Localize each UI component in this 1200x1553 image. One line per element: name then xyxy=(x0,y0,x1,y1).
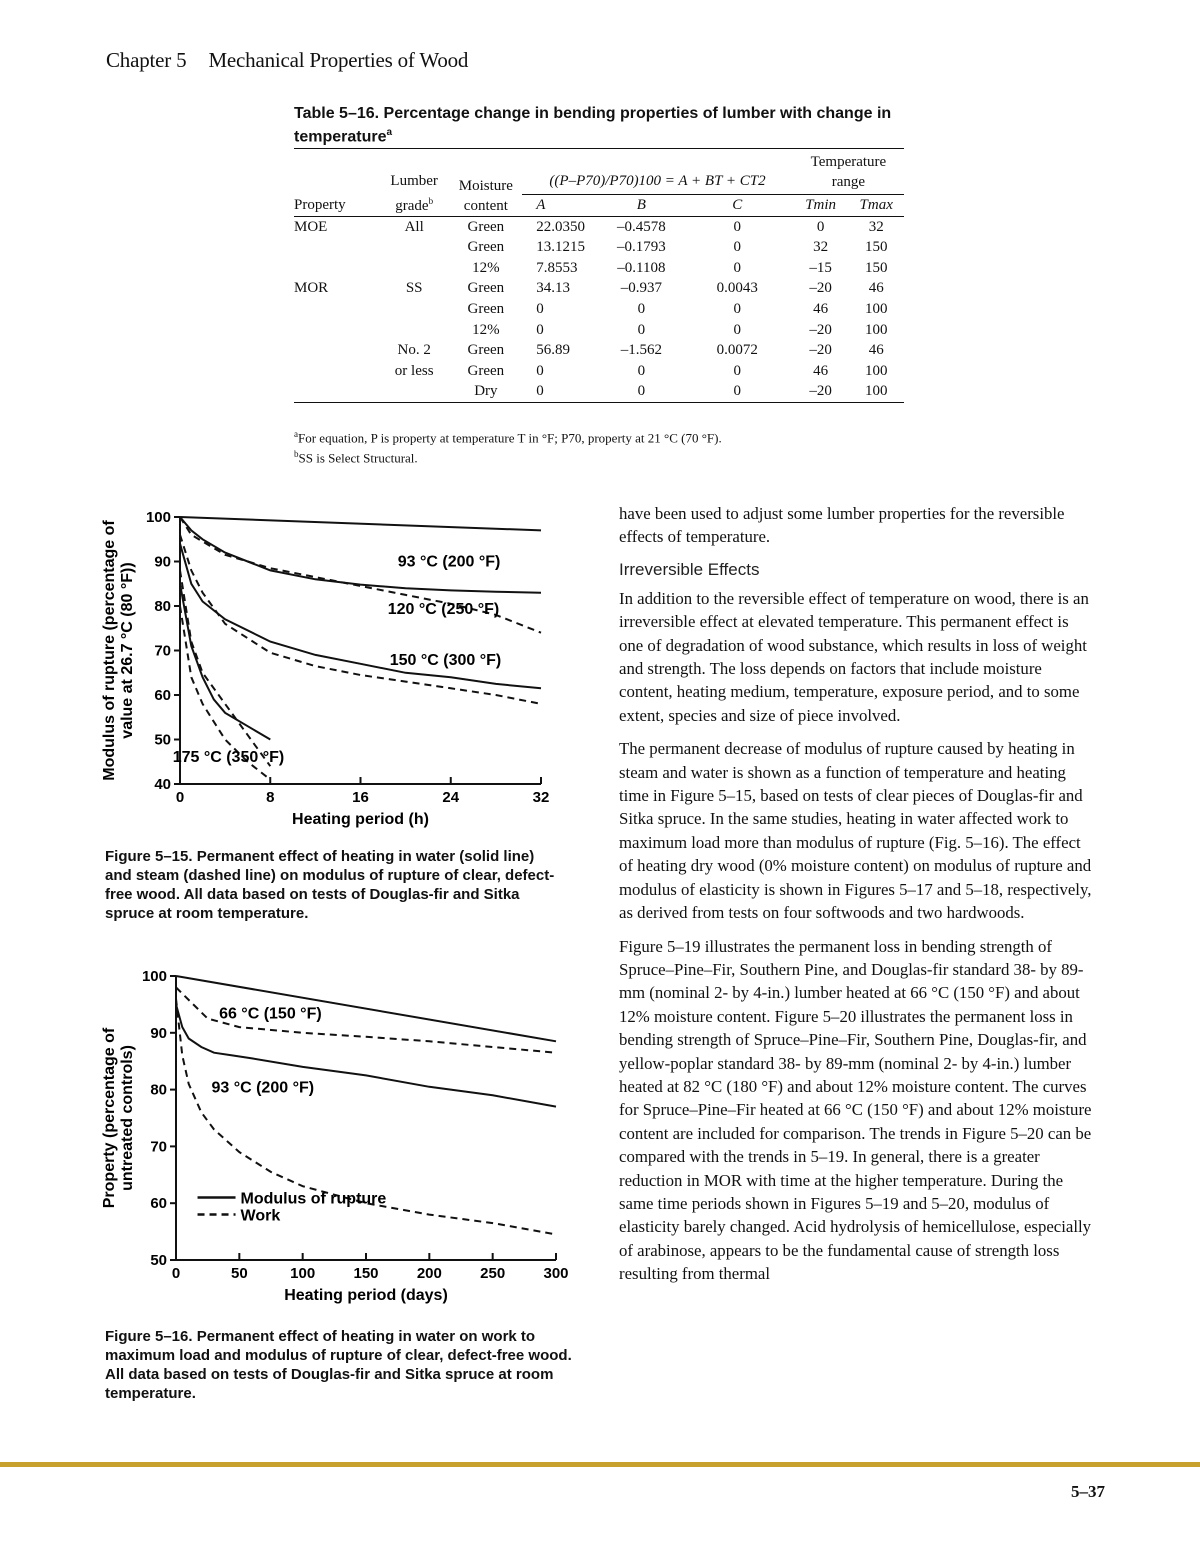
table-cell: –15 xyxy=(809,259,832,276)
table-cell: –0.937 xyxy=(620,280,662,297)
curve-label-150: 150 °C (300 °F) xyxy=(389,651,502,669)
table-row xyxy=(294,258,904,279)
table-row xyxy=(294,216,904,237)
figure-5-16-caption: Figure 5–16. Permanent effect of heating in water on work to maximum load and modulus of rupture of clear, defect-free wood. All data based on tests of Douglas-fir and Sitka spruce at room temperature. xyxy=(105,1328,572,1402)
table-cell: 0 xyxy=(637,300,646,317)
series-line xyxy=(180,570,270,766)
y-tick-label: 40 xyxy=(154,776,171,793)
table-cell: 0 xyxy=(733,259,742,276)
y-axis-label: Modulus of rupture (percentage of xyxy=(101,520,118,781)
table-cell xyxy=(294,237,379,258)
table-cell xyxy=(294,340,379,361)
figure-5-15-chart xyxy=(100,505,570,835)
table-row xyxy=(294,340,904,361)
y-tick-label: 70 xyxy=(154,642,171,660)
section-heading: Irreversible Effects xyxy=(619,559,760,579)
x-tick-label: 24 xyxy=(442,789,460,806)
table-cell: 0 xyxy=(733,321,742,338)
table-cell: 150 xyxy=(864,259,888,276)
table-cell: or less xyxy=(394,362,434,379)
x-tick-label: 50 xyxy=(230,1265,248,1282)
table-cell: –20 xyxy=(809,383,832,400)
table-cell: 32 xyxy=(813,239,829,256)
table-cell: 0 xyxy=(816,218,825,235)
data-table xyxy=(294,148,904,403)
col-temp-range: Temperature range xyxy=(810,154,887,190)
table-cell: 56.89 xyxy=(536,342,570,359)
table-cell xyxy=(294,258,379,279)
curve-label-93: 93 °C (200 °F) xyxy=(397,553,501,571)
table-cell xyxy=(379,320,450,341)
table-cell: 12% xyxy=(472,321,500,338)
table-row xyxy=(294,320,904,341)
y-tick-label: 90 xyxy=(154,553,171,571)
x-tick-label: 250 xyxy=(480,1265,506,1282)
table-cell: 150 xyxy=(864,239,888,256)
paragraph-0: have been used to adjust some lumber properties for the reversible effects of temperature. xyxy=(619,504,1065,547)
table-cell: 0 xyxy=(733,383,742,400)
figure-5-16 xyxy=(100,962,580,1317)
page-number: 5–37 xyxy=(1071,1482,1105,1501)
paragraph-2: The permanent decrease of modulus of rupture caused by heating in steam and water is shown as a function of temperature and heating time in Figure 5–15, based on tests of clear pieces of Douglas-fir and Sitka spruce. In the same studies, heating in water affected work to maximum load more than modulus of rupture (Fig. 5–16). The effect of heating dry wood (0% moisture content) on modulus of rupture and modulus of elasticity is shown in Figures 5–17 and 5–18, respectively, as derived from tests on four softwoods and two hardwoods. xyxy=(619,739,1092,923)
table-cell: 0.0072 xyxy=(716,342,758,359)
curve-label-66: 66 °C (150 °F) xyxy=(219,1005,322,1023)
x-tick-label: 100 xyxy=(290,1265,316,1282)
y-tick-label: 100 xyxy=(145,509,171,526)
table-cell: –0.4578 xyxy=(617,218,666,235)
y-tick-label: 70 xyxy=(150,1138,167,1156)
table-cell: 46 xyxy=(813,362,829,379)
x-tick-label: 200 xyxy=(416,1265,442,1282)
table-cell: 12% xyxy=(472,259,500,276)
table-cell xyxy=(379,258,450,279)
col-c: C xyxy=(682,195,793,217)
x-tick-label: 0 xyxy=(171,1265,181,1282)
table-row xyxy=(294,361,904,382)
table-notes xyxy=(294,426,722,467)
table-cell: SS xyxy=(405,280,423,297)
table-cell: 0 xyxy=(536,383,544,400)
y-tick-label: 60 xyxy=(150,1195,167,1213)
col-grade: Lumber grade$^b$ xyxy=(390,172,438,214)
x-tick-label: 32 xyxy=(532,789,550,806)
table-cell: Green xyxy=(467,300,505,317)
y-tick-label: 50 xyxy=(154,731,171,749)
table-cell: 100 xyxy=(864,321,888,338)
table-cell: 46 xyxy=(868,280,884,297)
table-cell: 0 xyxy=(733,300,742,317)
figure-5-15 xyxy=(100,505,570,840)
y-tick-label: 90 xyxy=(150,1024,167,1042)
table-cell: 0 xyxy=(536,362,544,379)
col-b: B xyxy=(601,195,682,217)
table-cell: 100 xyxy=(864,383,888,400)
table-cell: MOR xyxy=(294,280,329,297)
table-cell: Green xyxy=(467,362,505,379)
curve-label-93: 93 °C (200 °F) xyxy=(211,1079,315,1097)
col-a: A xyxy=(522,195,601,217)
table-cell: 0 xyxy=(536,321,544,338)
table-cell: –20 xyxy=(809,342,832,359)
running-head xyxy=(106,48,468,73)
table-cell xyxy=(294,320,379,341)
table-cell xyxy=(294,381,379,402)
x-tick-label: 150 xyxy=(353,1265,379,1282)
table-caption: Table 5–16. Percentage change in bending properties of lumber with change in temperature$^a$ xyxy=(294,105,892,146)
legend-label: Work xyxy=(240,1207,281,1225)
table-cell xyxy=(294,299,379,320)
legend-label: Modulus of rupture xyxy=(240,1190,387,1208)
table-note-a: $^a$For equation, P is property at temperature T in °F; P70, property at 21 °C (70 °F). xyxy=(294,429,722,446)
table-cell: 0 xyxy=(637,383,646,400)
table-cell: 0 xyxy=(536,300,544,317)
table-cell: No. 2 xyxy=(397,342,431,359)
table-cell: 22.0350 xyxy=(536,218,585,235)
table-cell: –0.1108 xyxy=(617,259,666,276)
table-cell: 0 xyxy=(733,239,742,256)
table-cell: 0 xyxy=(637,321,646,338)
table-row xyxy=(294,278,904,299)
table-cell: 100 xyxy=(864,300,888,317)
table-cell: –20 xyxy=(809,321,832,338)
chapter-label: Chapter 5 xyxy=(106,48,187,72)
table-cell: Green xyxy=(467,342,505,359)
col-moisture: Moisture content xyxy=(458,177,513,214)
paragraph-3: Figure 5–19 illustrates the permanent loss in bending strength of Spruce–Pine–Fir, Southern Pine, and Douglas-fir standard 38- by 89-mm (nominal 2- by 4-in.) lumber heated at 66 °C (150 °F) and about 12% moisture content. Figure 5–20 illustrates the permanent loss in bending strength of Spruce–Pine–Fir, Southern Pine, Douglas-fir, and yellow-poplar standard 38- by 89-mm (nominal 2- by 4-in.) lumber heated at 82 °C (180 °F) and about 12% moisture content. The curves for Spruce–Pine–Fir heated at 66 °C (150 °F) and about 12% moisture content are included for comparison. The trends in Figure 5–20 can be compared with the trends in 5–19. In general, there is a greater reduction in MOR with time at the higher temperature. During the same time periods shown in Figures 5–19 and 5–20, modulus of elasticity barely changed. Acid hydrolysis of hemicellulose, especially of arabinose, appears to be the fundamental cause of strength loss resulting from thermal xyxy=(619,936,1092,1284)
y-axis-label: untreated controls) xyxy=(119,1045,136,1191)
table-row xyxy=(294,299,904,320)
table-cell: 0 xyxy=(637,362,646,379)
table-cell: 13.1215 xyxy=(536,239,585,256)
y-axis-label: value at 26.7 °C (80 °F)) xyxy=(119,562,136,739)
y-tick-label: 80 xyxy=(154,598,171,615)
table-cell: Green xyxy=(467,218,505,235)
table-cell: 100 xyxy=(864,362,888,379)
table-cell: –1.562 xyxy=(620,342,662,359)
table-cell: Dry xyxy=(474,383,498,400)
table-row xyxy=(294,381,904,402)
table-container xyxy=(294,148,904,403)
y-tick-label: 100 xyxy=(141,968,167,985)
table-row xyxy=(294,237,904,258)
footer-rule xyxy=(0,1462,1200,1467)
series-line xyxy=(180,584,270,740)
table-cell: All xyxy=(404,218,424,235)
table-cell: 46 xyxy=(813,300,829,317)
body-column xyxy=(619,502,1095,1296)
figure-5-16-chart xyxy=(100,962,580,1312)
table-cell: MOE xyxy=(294,218,328,235)
col-tmax: Tmax xyxy=(848,195,904,217)
table-cell: –20 xyxy=(809,280,832,297)
table-cell xyxy=(379,299,450,320)
table-cell: 32 xyxy=(868,218,884,235)
table-cell: Green xyxy=(467,239,505,256)
y-tick-label: 50 xyxy=(150,1252,167,1269)
x-axis-label: Heating period (h) xyxy=(292,811,429,828)
y-tick-label: 60 xyxy=(154,687,171,704)
x-tick-label: 300 xyxy=(543,1265,569,1282)
table-cell: 46 xyxy=(868,342,884,359)
table-cell: 0 xyxy=(733,362,742,379)
table-cell xyxy=(294,361,379,382)
table-cell: –0.1793 xyxy=(617,239,666,256)
x-tick-label: 8 xyxy=(266,789,275,806)
curve-label-175: 175 °C (350 °F) xyxy=(172,748,285,766)
table-cell: 0.0043 xyxy=(716,280,758,297)
paragraph-1: In addition to the reversible effect of temperature on wood, there is an irreversible effect at elevated temperature. This permanent effect is one of degradation of wood substance, which results in loss of weight and strength. The loss depends on factors that include moisture content, heating medium, temperature, exposure period, and to some extent, species and size of piece involved. xyxy=(619,588,1089,725)
y-axis-label: Property (percentage of xyxy=(101,1027,118,1209)
table-cell: 0 xyxy=(733,218,742,235)
y-tick-label: 80 xyxy=(150,1081,167,1099)
curve-label-120: 120 °C (250 °F) xyxy=(387,601,500,618)
table-note-b: $^b$SS is Select Structural. xyxy=(294,449,418,466)
table-cell xyxy=(379,381,450,402)
table-cell: Green xyxy=(467,280,505,297)
col-tmin: Tmin xyxy=(793,195,849,217)
col-equation: ((P–P70)/P70)100 = A + BT + CT2 xyxy=(549,173,766,190)
col-property: Property xyxy=(294,197,346,213)
figure-5-15-caption: Figure 5–15. Permanent effect of heating in water (solid line) and steam (dashed line) on modulus of rupture of clear, defect-free wood. All data based on tests of Douglas-fir and Sitka spruce at room temperature. xyxy=(105,848,555,922)
table-cell: 7.8553 xyxy=(536,259,578,276)
series-line xyxy=(180,517,541,530)
x-tick-label: 0 xyxy=(175,789,185,806)
table-cell xyxy=(379,237,450,258)
table-cell: 34.13 xyxy=(536,280,570,297)
x-tick-label: 16 xyxy=(352,789,369,806)
x-axis-label: Heating period (days) xyxy=(284,1287,448,1304)
chapter-title: Mechanical Properties of Wood xyxy=(208,48,469,72)
